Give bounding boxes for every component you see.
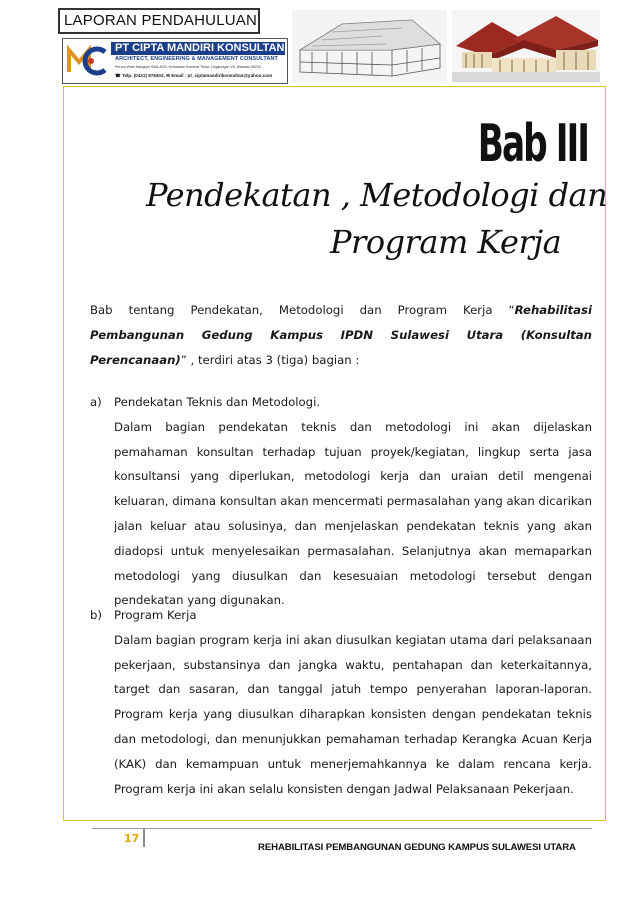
section-b-letter: b) xyxy=(90,608,102,622)
company-contact: ☎ Telp. (0431) 876302, ✉ Email : pt_ciptamandirikonsultan@yahoo.com xyxy=(115,73,273,78)
page-number: 17 xyxy=(124,832,140,845)
section-b-heading xyxy=(90,603,592,628)
building-wireframe-image xyxy=(292,10,447,82)
intro-text-after: ” , terdiri atas 3 (tiga) bagian : xyxy=(180,352,360,367)
section-b-heading-text: Program Kerja xyxy=(114,608,197,622)
section-a-letter: a) xyxy=(90,395,102,409)
section-a-heading-text: Pendekatan Teknis dan Metodologi. xyxy=(114,395,321,409)
company-address: Perum Wale Manguni, Blok A/03, Kelurahan Kombos Timur, Lingkungan VII, Manado 95232 xyxy=(115,65,261,69)
building-render-image xyxy=(452,10,600,82)
section-a-body: Dalam bagian pendekatan teknis dan metodologi ini akan dijelaskan pemahaman konsultan terhadap tujuan proyek/kegiatan, lingkup serta jasa konsultansi yang diperlukan, metodologi kerja dan uraian detil mengenai keluaran, dimana konsultan akan mencermati permasalahan yang akan dicarikan jalan keluar atau solusinya, dan menjelaskan pendekatan teknis yang akan diadopsi untuk menyelesaikan permasalahan. Selanjutnya akan memaparkan metodologi yang diusulkan dan kesesuaian metodologi tersebut dengan pendekatan yang digunakan. xyxy=(114,419,592,608)
report-type-label: LAPORAN PENDAHULUAN xyxy=(58,8,260,34)
cmk-logo-icon xyxy=(65,42,115,80)
footer-project-title: REHABILITASI PEMBANGUNAN GEDUNG KAMPUS SULAWESI UTARA xyxy=(258,842,576,853)
company-logo-banner xyxy=(62,38,288,84)
company-tagline: ARCHITECT, ENGINEERING & MANAGEMENT CONSULTANT xyxy=(115,56,278,62)
section-b xyxy=(90,603,592,801)
page-number-divider xyxy=(143,829,145,847)
footer-divider xyxy=(92,828,592,829)
chapter-number: Bab III xyxy=(477,114,588,174)
intro-text-before: Bab tentang Pendekatan, Metodologi dan Program Kerja “ xyxy=(90,303,515,317)
section-b-body: Dalam bagian program kerja ini akan diusulkan kegiatan utama dari pelaksanaan pekerjaan, substansinya dan jangka waktu, pentahapan dan keterkaitannya, target dan sasaran, dan tanggal jatuh tempo penyerahan laporan-laporan. Program kerja yang diusulkan diharapkan konsisten dengan pendekatan teknis dan metodologi, dan menunjukkan pemahaman terhadap Kerangka Acuan Kerja (KAK) dan kemampuan untuk menerjemahkannya ke dalam rencana kerja. Program kerja ini akan selalu konsisten dengan Jadwal Pelaksanaan Pekerjaan. xyxy=(114,632,592,796)
chapter-title-line1: Pendekatan , Metodologi dan xyxy=(146,176,608,214)
section-a xyxy=(90,390,592,613)
company-name: PT CIPTA MANDIRI KONSULTAN xyxy=(111,42,285,55)
section-a-heading xyxy=(90,390,592,415)
chapter-title-line2: Program Kerja xyxy=(330,223,562,261)
intro-paragraph xyxy=(90,298,592,372)
intro-emphasis: Rehabilitasi Pembangunan Gedung Kampus IPDN Sulawesi Utara (Konsultan Perencanaan) xyxy=(90,303,592,367)
